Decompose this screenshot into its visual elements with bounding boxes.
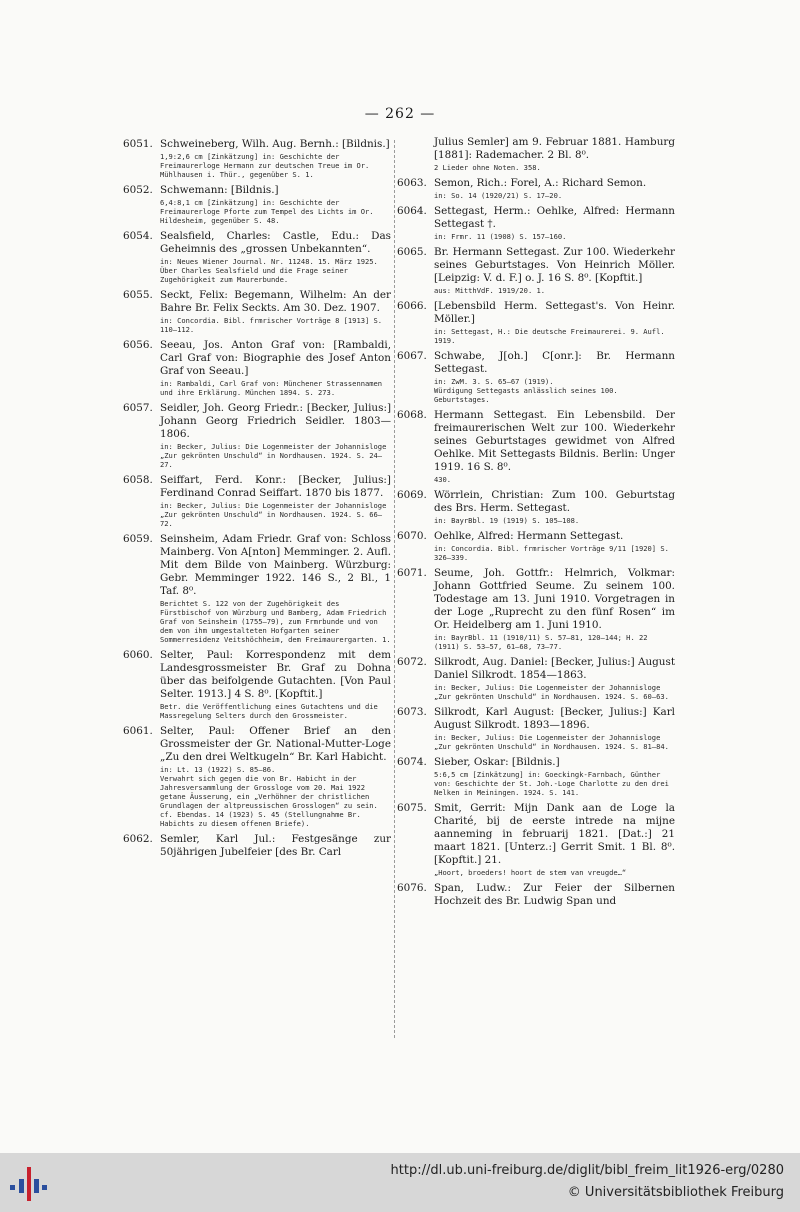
- entry-number: 6074.: [397, 756, 427, 768]
- bibliography-entry: [397, 882, 675, 908]
- entry-notes: [434, 633, 675, 651]
- entry-note: in: Rambaldi, Carl Graf von: Münchener Strassennamen und ihre Erklärung. München 1894. S. 273.: [160, 379, 383, 397]
- entry-notes: [160, 152, 391, 179]
- entry-notes: [160, 316, 391, 334]
- entry-number: 6072.: [397, 656, 427, 668]
- entry-number: 6065.: [397, 246, 427, 258]
- bibliography-entry: [397, 205, 675, 241]
- entry-title: [Lebensbild Herm. Settegast's. Von Heinr. Möller.]: [434, 300, 675, 325]
- entry-number: 6071.: [397, 567, 427, 579]
- entry-number: 6076.: [397, 882, 427, 894]
- entry-notes: [434, 191, 675, 200]
- entry-notes: [160, 379, 391, 397]
- entry-note: in: Concordia. Bibl. frmrischer Vorträge 8 [1913] S. 110—112.: [160, 316, 383, 334]
- entry-body: [434, 706, 675, 751]
- copyright-text: © Universitätsbibliothek Freiburg: [567, 1185, 784, 1200]
- entry-number: 6055.: [123, 289, 153, 301]
- entry-note: in: Becker, Julius: Die Logenmeister der Johannisloge „Zur gekrönten Unschuld“ in Nordhausen. 1924. S. 81—84.: [434, 733, 669, 751]
- entry-number: 6064.: [397, 205, 427, 217]
- entry-note: in: BayrBbl. 19 (1919) S. 105—108.: [434, 516, 580, 525]
- entry-note: Berichtet S. 122 von der Zugehörigkeit des Fürstbischof von Würzburg und Bamberg, Adam Friedrich Graf von Seinsheim (1755—79), zum Frmrbunde und von dem von ihm umgestalteten Hofgarten seiner Sommerresidenz Veitshöchheim, dem Freimaurergarten. 1.: [160, 599, 391, 644]
- entry-title: Oehlke, Alfred: Hermann Settegast.: [434, 530, 624, 542]
- entry-notes: [160, 501, 391, 528]
- entry-number: 6073.: [397, 706, 427, 718]
- entry-body: [434, 567, 675, 651]
- entry-note: 1,9:2,6 cm [Zinkätzung] in: Geschichte der Freimaurerloge Hermann zur deutschen Treue im Or. Mühlhausen i. Thür., gegenüber S. 1.: [160, 152, 370, 179]
- entry-note: in: Becker, Julius: Die Logenmeister der Johannisloge „Zur gekrönten Unschuld“ in Nordhausen. 1924. S. 60—63.: [434, 683, 669, 701]
- entry-notes: [434, 377, 675, 404]
- entry-title: Settegast, Herm.: Oehlke, Alfred: Hermann Settegast †.: [434, 205, 675, 230]
- entry-number: 6069.: [397, 489, 427, 501]
- entry-note: „Hoort, broeders! hoort de stem van vreugde…“: [434, 868, 627, 877]
- entry-title: Julius Semler] am 9. Februar 1881. Hamburg [1881]: Rademacher. 2 Bl. 8⁰.: [434, 136, 675, 161]
- entry-notes: [434, 868, 675, 877]
- entry-title: Silkrodt, Aug. Daniel: [Becker, Julius:] August Daniel Silkrodt. 1854—1863.: [434, 656, 675, 681]
- entry-note: in: Lt. 13 (1922) S. 85—86.: [160, 765, 276, 774]
- bibliography-entry: [397, 530, 675, 562]
- entry-title: Sealsfield, Charles: Castle, Edu.: Das Geheimnis des „grossen Unbekannten“.: [160, 230, 391, 255]
- entry-body: [160, 230, 391, 284]
- entry-note: Betr. die Veröffentlichung eines Gutachtens und die Massregelung Selters durch den Grossmeister.: [160, 702, 378, 720]
- entry-body: [434, 489, 675, 525]
- entry-body: [160, 533, 391, 644]
- entry-number: 6062.: [123, 833, 153, 845]
- bibliography-entry: [123, 533, 391, 644]
- entry-title: Schwemann: [Bildnis.]: [160, 184, 279, 196]
- entry-title: Seeau, Jos. Anton Graf von: [Rambaldi, Carl Graf von: Biographie des Josef Anton Graf von Seeau.]: [160, 339, 391, 377]
- entry-notes: [434, 544, 675, 562]
- entry-notes: [160, 442, 391, 469]
- bibliography-entry: [123, 184, 391, 225]
- entry-note: in: Neues Wiener Journal. Nr. 11248. 15. März 1925.: [160, 257, 378, 266]
- bibliography-entry: [397, 656, 675, 701]
- entry-notes: [160, 257, 391, 284]
- entry-body: [160, 402, 391, 469]
- entry-notes: [434, 232, 675, 241]
- entry-title: Wörrlein, Christian: Zum 100. Geburtstag des Brs. Herm. Settegast.: [434, 489, 675, 514]
- entry-number: 6057.: [123, 402, 153, 414]
- entry-title: Smit, Gerrit: Mijn Dank aan de Loge la Charité, bij de eerste intrede na mijne aanneming in februarij 1821. [Dat.:] 21 maart 1821. [Unterz.:] Gerrit Smit. 1 Bl. 8⁰. [Kopftit.] 21.: [434, 802, 675, 866]
- bibliography-entry: [397, 300, 675, 345]
- entry-note: in: Settegast, H.: Die deutsche Freimaurerei. 9. Aufl. 1919.: [434, 327, 665, 345]
- entry-body: [160, 649, 391, 720]
- entry-body: [160, 474, 391, 528]
- page-number: — 262 —: [364, 106, 436, 122]
- entry-note: Über Charles Sealsfield und die Frage seiner Zugehörigkeit zum Maurerbunde.: [160, 266, 348, 284]
- entry-note: in: ZwM. 3. S. 65—67 (1919).: [434, 377, 554, 386]
- entry-notes: [434, 733, 675, 751]
- bibliography-entry: [397, 802, 675, 877]
- ub-freiburg-logo-icon: [8, 1165, 48, 1203]
- bibliography-entry: [397, 706, 675, 751]
- entry-body: [434, 205, 675, 241]
- entry-number: 6070.: [397, 530, 427, 542]
- entry-body: [160, 289, 391, 334]
- entry-title: Semon, Rich.: Forel, A.: Richard Semon.: [434, 177, 647, 189]
- entry-note: in: Frmr. 11 (1908) S. 157—160.: [434, 232, 567, 241]
- entry-title: Selter, Paul: Offener Brief an den Grossmeister der Gr. National-Mutter-Loge „Zu den drei Weltkugeln“ Br. Karl Habicht.: [160, 725, 391, 763]
- entry-number: 6056.: [123, 339, 153, 351]
- bibliography-entry: [123, 339, 391, 397]
- entry-title: Seiffart, Ferd. Konr.: [Becker, Julius:] Ferdinand Conrad Seiffart. 1870 bis 1877.: [160, 474, 391, 499]
- entry-number: 6066.: [397, 300, 427, 312]
- bibliography-entry: [397, 409, 675, 484]
- entry-title: Br. Hermann Settegast. Zur 100. Wiederkehr seines Geburtstages. Von Heinrich Möller. [Leipzig: V. d. F.] o. J. 16 S. 8⁰. [Kopftit.]: [434, 246, 675, 284]
- entry-number: 6061.: [123, 725, 153, 737]
- footer-bar: [0, 1153, 800, 1212]
- bibliography-entry: [397, 756, 675, 797]
- entry-body: [434, 350, 675, 404]
- entry-number: 6051.: [123, 138, 153, 150]
- entry-note: in: BayrBbl. 11 (1910/11) S. 57—81, 120—144; H. 22 (1911) S. 53—57, 61—68, 73—77.: [434, 633, 648, 651]
- entry-notes: [434, 516, 675, 525]
- bibliography-entry: [123, 474, 391, 528]
- entry-title: Seidler, Joh. Georg Friedr.: [Becker, Julius:] Johann Georg Friedrich Seidler. 1803—1806.: [160, 402, 391, 440]
- entry-body: [434, 756, 675, 797]
- entry-body: [434, 882, 675, 908]
- entry-body: [160, 833, 391, 859]
- entry-notes: [434, 683, 675, 701]
- bibliography-entry: [397, 489, 675, 525]
- entry-note: in: Concordia. Bibl. frmrischer Vorträge 9/11 [1920] S. 326—339.: [434, 544, 669, 562]
- entry-note: in: Becker, Julius: Die Logenmeister der Johannisloge „Zur gekrönten Unschuld“ in Nordhausen. 1924. S. 24—27.: [160, 442, 387, 469]
- entry-notes: [434, 286, 675, 295]
- bibliography-entry: [397, 177, 675, 200]
- bibliography-entry: [397, 567, 675, 651]
- entry-note: in: Becker, Julius: Die Logenmeister der Johannisloge „Zur gekrönten Unschuld“ in Nordhausen. 1924. S. 66—72.: [160, 501, 387, 528]
- bibliography-entry: [123, 725, 391, 828]
- entry-body: [434, 300, 675, 345]
- entry-note: 2 Lieder ohne Noten. 358.: [434, 163, 541, 172]
- bibliography-entry: [397, 136, 675, 172]
- entry-body: [160, 184, 391, 225]
- bibliography-entry: [123, 138, 391, 179]
- right-column: [397, 138, 675, 913]
- entry-note: 6,4:8,1 cm [Zinkätzung] in: Geschichte der Freimaurerloge Pforte zum Tempel des Lichts im Or. Hildesheim, gegenüber S. 48.: [160, 198, 374, 225]
- entry-notes: [434, 475, 675, 484]
- entry-note: 5:6,5 cm [Zinkätzung] in: Goeckingk-Farnbach, Günther von: Geschichte der St. Joh.-Loge Charlotte zu den drei Nelken in Meiningen. 1924. S. 141.: [434, 770, 669, 797]
- bibliography-entry: [397, 350, 675, 404]
- entry-number: 6058.: [123, 474, 153, 486]
- entry-notes: [160, 198, 391, 225]
- source-url-link[interactable]: http://dl.ub.uni-freiburg.de/diglit/bibl_freim_lit1926-erg/0280: [390, 1163, 784, 1178]
- entry-title: Seume, Joh. Gottfr.: Helmrich, Volkmar: Johann Gottfried Seume. Zu seinem 100. Todestage am 13. Juni 1910. Vorgetragen in der Loge „Ruprecht zu den fünf Rosen“ im Or. Heidelberg am 1. Juni 1910.: [434, 567, 675, 631]
- bibliography-entry: [397, 246, 675, 295]
- entry-title: Semler, Karl Jul.: Festgesänge zur 50jährigen Jubelfeier [des Br. Carl: [160, 833, 391, 858]
- entry-note: cf. Ebendas. 14 (1923) S. 45 (Stellungnahme Br. Habichts zu diesem offenen Briefe).: [160, 810, 361, 828]
- entry-title: Span, Ludw.: Zur Feier der Silbernen Hochzeit des Br. Ludwig Span und: [434, 882, 675, 907]
- entry-body: [160, 339, 391, 397]
- entry-body: [434, 409, 675, 484]
- entry-notes: [434, 163, 675, 172]
- entry-number: 6059.: [123, 533, 153, 545]
- entry-title: Selter, Paul: Korrespondenz mit dem Landesgrossmeister Br. Graf zu Dohna über das beifolgende Gutachten. [Von Paul Selter. 1913.] 4 S. 8⁰. [Kopftit.]: [160, 649, 391, 700]
- entry-title: Seckt, Felix: Begemann, Wilhelm: An der Bahre Br. Felix Seckts. Am 30. Dez. 1907.: [160, 289, 391, 314]
- entry-notes: [434, 770, 675, 797]
- entry-number: 6075.: [397, 802, 427, 814]
- entry-notes: [160, 765, 391, 828]
- entry-number: 6054.: [123, 230, 153, 242]
- entry-body: [434, 656, 675, 701]
- bibliography-entry: [123, 230, 391, 284]
- entry-body: [434, 802, 675, 877]
- left-column: [123, 138, 391, 864]
- entry-title: Seinsheim, Adam Friedr. Graf von: Schloss Mainberg. Von A[nton] Memminger. 2. Aufl. Mit dem Bilde von Mainberg. Würzburg: Gebr. Memminger 1922. 146 S., 2 Bl., 1 Taf. 8⁰.: [160, 533, 391, 597]
- entry-note: 430.: [434, 475, 452, 484]
- entry-number: 6052.: [123, 184, 153, 196]
- entry-body: [434, 530, 675, 562]
- entry-title: Silkrodt, Karl August: [Becker, Julius:] Karl August Silkrodt. 1893—1896.: [434, 706, 675, 731]
- entry-body: [160, 725, 391, 828]
- entry-body: [434, 177, 675, 200]
- entry-number: 6067.: [397, 350, 427, 362]
- entry-title: Sieber, Oskar: [Bildnis.]: [434, 756, 560, 768]
- entry-number: 6060.: [123, 649, 153, 661]
- entry-notes: [434, 327, 675, 345]
- entry-body: [434, 136, 675, 172]
- bibliography-entry: [123, 289, 391, 334]
- entry-note: Verwahrt sich gegen die von Br. Habicht in der Jahresversammlung der Grossloge vom 20. Mai 1922 getane Äusserung, ein „Verhöhner der christlichen Grundlagen der altpreussischen Grosslogen“ zu sein.: [160, 774, 378, 810]
- bibliography-entry: [123, 402, 391, 469]
- entry-notes: [160, 599, 391, 644]
- bibliography-entry: [123, 833, 391, 859]
- entry-title: Schwabe, J[oh.] C[onr.]: Br. Hermann Settegast.: [434, 350, 675, 375]
- entry-number: 6068.: [397, 409, 427, 421]
- entry-note: in: So. 14 (1920/21) S. 17—20.: [434, 191, 563, 200]
- entry-note: Würdigung Settegasts anlässlich seines 100. Geburtstages.: [434, 386, 618, 404]
- entry-body: [434, 246, 675, 295]
- bibliography-entry: [123, 649, 391, 720]
- entry-number: 6063.: [397, 177, 427, 189]
- entry-title: Hermann Settegast. Ein Lebensbild. Der freimaurerischen Welt zur 100. Wiederkehr seines Geburtstages gewidmet von Alfred Oehlke. Mit Settegasts Bildnis. Berlin: Unger 1919. 16 S. 8⁰.: [434, 409, 675, 473]
- entry-note: aus: MitthVdF. 1919/20. 1.: [434, 286, 546, 295]
- entry-body: [160, 138, 391, 179]
- entry-title: Schweineberg, Wilh. Aug. Bernh.: [Bildnis.]: [160, 138, 390, 150]
- column-divider: [394, 140, 395, 1040]
- entry-notes: [160, 702, 391, 720]
